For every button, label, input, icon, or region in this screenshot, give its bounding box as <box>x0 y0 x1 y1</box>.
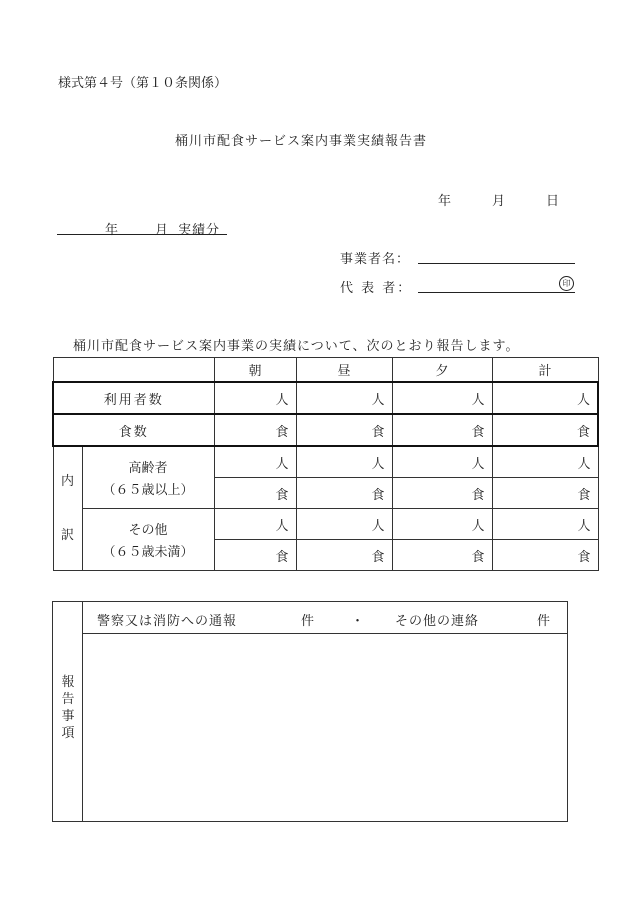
column-noon: 昼 <box>296 358 392 383</box>
other-meals-total[interactable]: 食 <box>492 540 598 571</box>
elderly-users-evening[interactable]: 人 <box>392 446 492 478</box>
period-suffix: 実績分 <box>178 223 221 238</box>
report-content-area[interactable] <box>83 634 567 821</box>
other-users-noon[interactable]: 人 <box>296 509 392 540</box>
other-users-total[interactable]: 人 <box>492 509 598 540</box>
separator-dot: ・ <box>351 614 365 629</box>
month-label: 月 <box>492 194 506 209</box>
representative-label: 代 表 者： <box>340 281 413 296</box>
elderly-sublabel: （６５歳以上） <box>102 483 194 498</box>
elderly-users-total[interactable]: 人 <box>492 446 598 478</box>
other-users-row <box>53 509 598 540</box>
report-box <box>52 601 568 822</box>
breakdown-char-1: 内 <box>60 473 74 489</box>
other-meals-noon[interactable]: 食 <box>296 540 392 571</box>
elderly-meals-total[interactable]: 食 <box>492 478 598 509</box>
intro-text: 桶川市配食サービス案内事業の実績について、次のとおり報告します。 <box>73 339 520 354</box>
elderly-label: 高齢者 <box>128 461 168 476</box>
elderly-label-cell <box>82 446 214 509</box>
day-label: 日 <box>546 194 560 209</box>
column-morning: 朝 <box>214 358 296 383</box>
elderly-meals-morning[interactable]: 食 <box>214 478 296 509</box>
other-users-morning[interactable]: 人 <box>214 509 296 540</box>
police-fire-report-label: 警察又は消防への通報 <box>97 614 238 629</box>
representative-field[interactable] <box>418 292 575 293</box>
elderly-users-noon[interactable]: 人 <box>296 446 392 478</box>
report-label-char-4: 項 <box>61 726 75 741</box>
column-total: 計 <box>492 358 598 383</box>
users-morning[interactable]: 人 <box>214 382 296 414</box>
other-sublabel: （６５歳未満） <box>102 545 194 560</box>
elderly-users-morning[interactable]: 人 <box>214 446 296 478</box>
users-noon[interactable]: 人 <box>296 382 392 414</box>
column-evening: 夕 <box>392 358 492 383</box>
period-month: 月 <box>155 223 169 238</box>
business-name-field[interactable] <box>418 263 575 264</box>
other-meals-evening[interactable]: 食 <box>392 540 492 571</box>
meals-label: 食数 <box>53 414 214 446</box>
other-label: その他 <box>128 523 168 538</box>
elderly-meals-noon[interactable]: 食 <box>296 478 392 509</box>
table-header-row <box>53 358 598 383</box>
form-number: 様式第４号（第１０条関係） <box>58 76 228 91</box>
other-label-cell <box>82 509 214 571</box>
elderly-meals-evening[interactable]: 食 <box>392 478 492 509</box>
police-fire-count-unit: 件 <box>301 614 315 629</box>
users-evening[interactable]: 人 <box>392 382 492 414</box>
report-label <box>60 674 76 742</box>
users-row <box>53 382 598 414</box>
header-empty-cell <box>53 358 214 383</box>
users-total[interactable]: 人 <box>492 382 598 414</box>
meal-table <box>52 357 599 571</box>
users-label: 利用者数 <box>53 382 214 414</box>
breakdown-label <box>53 446 82 571</box>
other-users-evening[interactable]: 人 <box>392 509 492 540</box>
other-meals-morning[interactable]: 食 <box>214 540 296 571</box>
breakdown-char-2: 訳 <box>60 527 74 543</box>
meals-noon[interactable]: 食 <box>296 414 392 446</box>
period-underline <box>57 234 227 235</box>
meals-morning[interactable]: 食 <box>214 414 296 446</box>
elderly-users-row <box>53 446 598 478</box>
report-label-char-1: 報 <box>61 675 75 690</box>
year-label: 年 <box>438 194 452 209</box>
document-title: 桶川市配食サービス案内事業実績報告書 <box>175 134 428 149</box>
report-label-char-3: 事 <box>61 709 75 724</box>
other-contact-label: その他の連絡 <box>395 614 480 629</box>
period-year: 年 <box>105 223 119 238</box>
meals-evening[interactable]: 食 <box>392 414 492 446</box>
other-contact-count-unit: 件 <box>537 614 551 629</box>
report-label-char-2: 告 <box>61 692 75 707</box>
business-name-label: 事業者名： <box>340 252 411 267</box>
meals-total[interactable]: 食 <box>492 414 598 446</box>
meals-row <box>53 414 598 446</box>
seal-mark: 印 <box>559 276 574 291</box>
